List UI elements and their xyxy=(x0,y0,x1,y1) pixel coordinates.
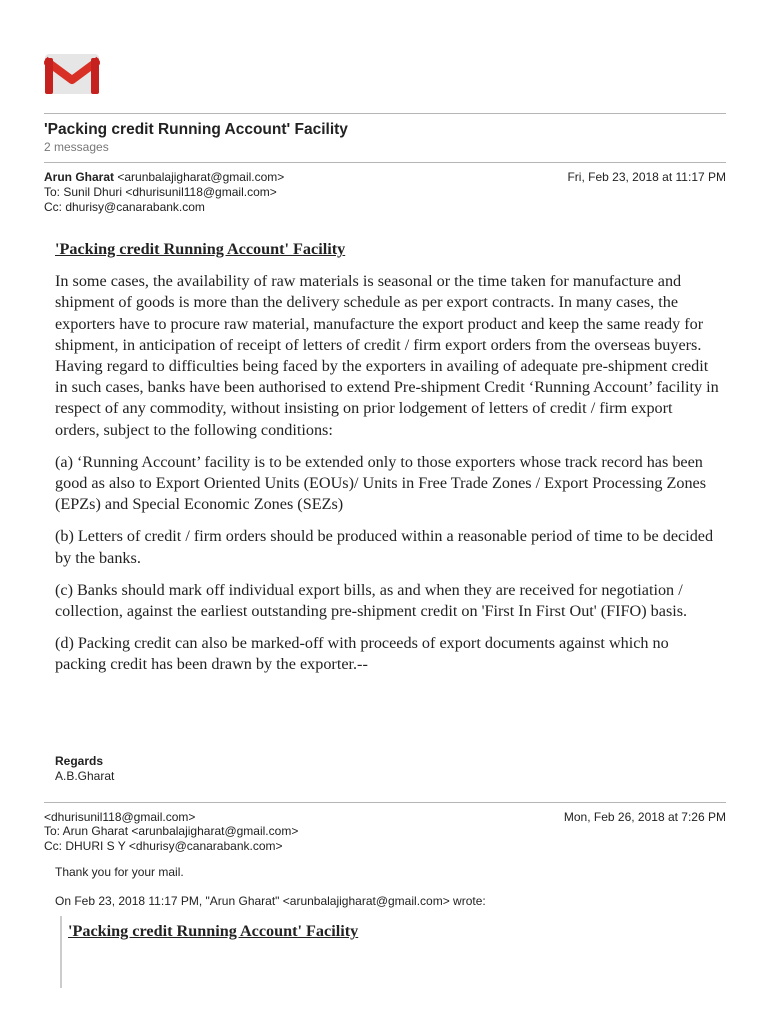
message-count: 2 messages xyxy=(44,140,109,154)
message2-date: Mon, Feb 26, 2018 at 7:26 PM xyxy=(563,810,726,824)
top-divider xyxy=(44,113,726,114)
message2-from[interactable]: <dhurisunil118@gmail.com> xyxy=(44,810,196,824)
signature-block xyxy=(55,754,114,784)
message1-condition-a: (a) ‘Running Account’ facility is to be extended only to those exporters whose track record has been good as also to Export Oriented Units (EOUs)/ Units in Free Trade Zones / Export Processing Zones (EPZs) and Special Economic Zones (SEZs) xyxy=(55,452,707,514)
message1-sender-name[interactable]: Arun Gharat xyxy=(44,170,115,184)
message1-body xyxy=(55,239,720,687)
message1-date: Fri, Feb 23, 2018 at 11:17 PM xyxy=(567,170,726,184)
message1-cc: Cc: dhurisy@canarabank.com xyxy=(44,200,205,214)
message1-condition-c: (c) Banks should mark off individual export bills, as and when they are received for negotiation / collection, against the earliest outstanding pre-shipment credit on 'First In First Out' (FIFO) basis. xyxy=(55,580,688,621)
message1-sender-email[interactable]: <arunbalajigharat@gmail.com> xyxy=(117,170,285,184)
message2-divider xyxy=(44,802,726,803)
message1-divider xyxy=(44,162,726,163)
message1-condition-d: (d) Packing credit can also be marked-off with proceeds of export documents against which no packing credit has been drawn by the exporter.-- xyxy=(55,634,669,674)
message1-to: To: Sunil Dhuri <dhurisunil118@gmail.com> xyxy=(44,185,277,199)
message2-cc: Cc: DHURI S Y <dhurisy@canarabank.com> xyxy=(44,839,283,853)
signature-name: A.B.Gharat xyxy=(55,769,115,783)
regards-label: Regards xyxy=(55,754,104,768)
message2-body: Thank you for your mail. xyxy=(55,865,184,879)
message1-title: 'Packing credit Running Account' Facility xyxy=(55,240,346,258)
quote-bar xyxy=(60,916,62,988)
quote-header: On Feb 23, 2018 11:17 PM, "Arun Gharat" <arunbalajigharat@gmail.com> wrote: xyxy=(55,894,486,908)
quote-title: 'Packing credit Running Account' Facility xyxy=(68,922,359,940)
message1-condition-b: (b) Letters of credit / firm orders should be produced within a reasonable period of time to be decided by the banks. xyxy=(55,527,714,567)
message1-paragraph: In some cases, the availability of raw materials is seasonal or the time taken for manufacture and shipment of goods is more than the delivery schedule as per export contracts. In many cases, the exporters have to procure raw material, manufacture the export product and keep the same ready for shipment, in anticipation of receipt of letters of credit / firm export orders from the overseas buyers. Having regard to difficulties being faced by the exporters in availing of adequate pre-shipment credit in such cases, banks have been authorised to extend Pre-shipment Credit ‘Running Account’ facility in respect of any commodity, without insisting on prior lodgement of letters of credit / firm export orders, subject to the following conditions: xyxy=(55,272,719,439)
message1-from xyxy=(44,169,284,185)
thread-subject: 'Packing credit Running Account' Facility xyxy=(44,121,348,138)
gmail-logo-icon xyxy=(44,52,100,96)
message2-to: To: Arun Gharat <arunbalajigharat@gmail.com> xyxy=(44,824,299,838)
